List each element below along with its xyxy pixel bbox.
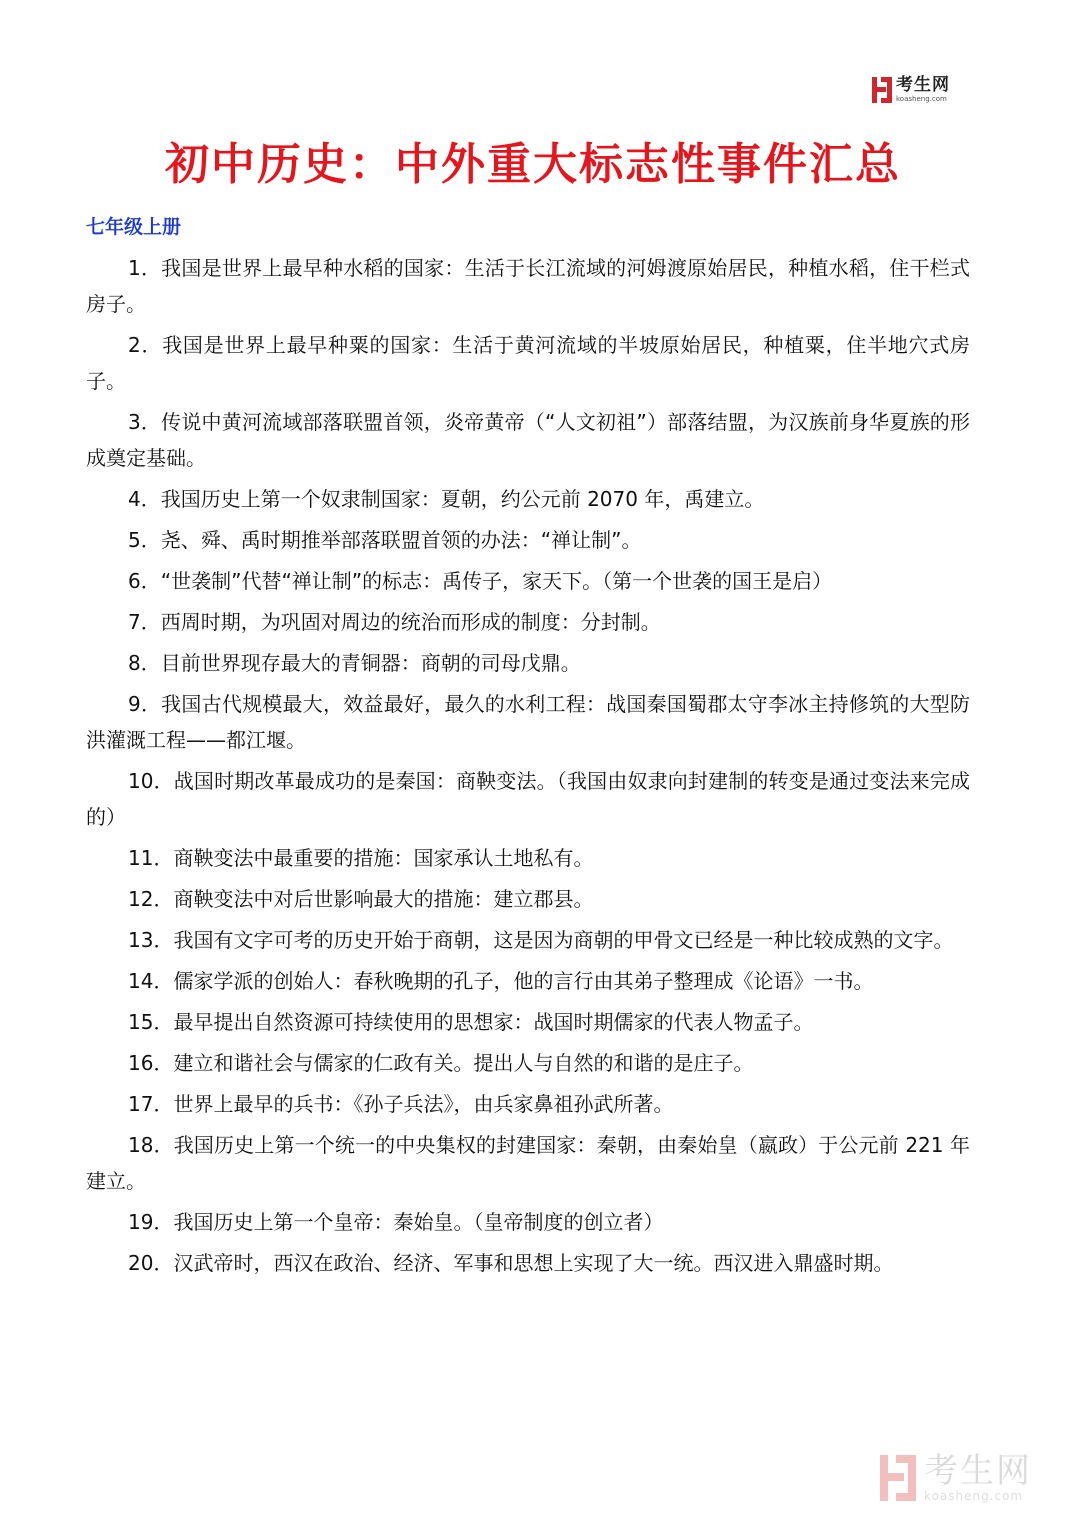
list-item: 8．目前世界现存最大的青铜器：商朝的司母戊鼎。	[128, 651, 581, 675]
list-item: 11．商鞅变法中最重要的措施：国家承认土地私有。	[128, 846, 594, 870]
brand-logo	[872, 74, 964, 106]
page-title: 初中历史：中外重大标志性事件汇总	[165, 139, 901, 190]
list-item: 4．我国历史上第一个奴隶制国家：夏朝，约公元前 2070 年，禹建立。	[128, 487, 765, 511]
list-item: 14．儒家学派的创始人：春秋晚期的孔子，他的言行由其弟子整理成《论语》一书。	[128, 969, 874, 993]
list-item: 20．汉武帝时，西汉在政治、经济、军事和思想上实现了大一统。西汉进入鼎盛时期。	[128, 1251, 894, 1275]
watermark-logo	[880, 1452, 1050, 1504]
brand-logo-icon	[872, 77, 892, 103]
watermark-logo-icon	[880, 1455, 916, 1501]
watermark-domain: koasheng.com	[924, 1489, 1024, 1503]
list-item: 12．商鞅变法中对后世影响最大的措施：建立郡县。	[128, 887, 594, 911]
list-item: 17．世界上最早的兵书：《孙子兵法》，由兵家鼻祖孙武所著。	[128, 1092, 674, 1116]
list-item: 16．建立和谐社会与儒家的仁政有关。提出人与自然的和谐的是庄子。	[128, 1051, 754, 1075]
list-item: 18．我国历史上第一个统一的中央集权的封建国家：秦朝，由秦始皇（嬴政）于公元前 221 年建立。	[86, 1133, 970, 1193]
event-list	[86, 250, 970, 1286]
list-item: 1．我国是世界上最早种水稻的国家：生活于长江流域的河姆渡原始居民，种植水稻，住干栏式房子。	[86, 256, 970, 316]
brand-domain: koasheng.com	[896, 95, 947, 103]
list-item: 15．最早提出自然资源可持续使用的思想家：战国时期儒家的代表人物孟子。	[128, 1010, 814, 1034]
list-item: 13．我国有文字可考的历史开始于商朝，这是因为商朝的甲骨文已经是一种比较成熟的文字。	[128, 928, 954, 952]
list-item: 7．西周时期，为巩固对周边的统治而形成的制度：分封制。	[128, 610, 661, 634]
list-item: 10．战国时期改革最成功的是秦国：商鞅变法。（我国由奴隶向封建制的转变是通过变法来完成的）	[86, 769, 970, 829]
list-item: 19．我国历史上第一个皇帝：秦始皇。（皇帝制度的创立者）	[128, 1210, 664, 1234]
brand-name: 考生网	[896, 75, 950, 95]
section-heading: 七年级上册	[86, 216, 182, 238]
list-item: 6．“世袭制”代替“禅让制”的标志：禹传子，家天下。（第一个世袭的国王是启）	[128, 569, 833, 593]
watermark-name: 考生网	[924, 1451, 1032, 1491]
list-item: 2．我国是世界上最早种粟的国家：生活于黄河流域的半坡原始居民，种植粟，住半地穴式房子。	[86, 333, 970, 393]
list-item: 5．尧、舜、禹时期推举部落联盟首领的办法：“禅让制”。	[128, 528, 642, 552]
list-item: 9．我国古代规模最大，效益最好，最久的水利工程：战国秦国蜀郡太守李冰主持修筑的大型防洪灌溉工程——都江堰。	[86, 692, 970, 752]
list-item: 3．传说中黄河流域部落联盟首领，炎帝黄帝（“人文初祖”）部落结盟，为汉族前身华夏族的形成奠定基础。	[86, 410, 970, 470]
